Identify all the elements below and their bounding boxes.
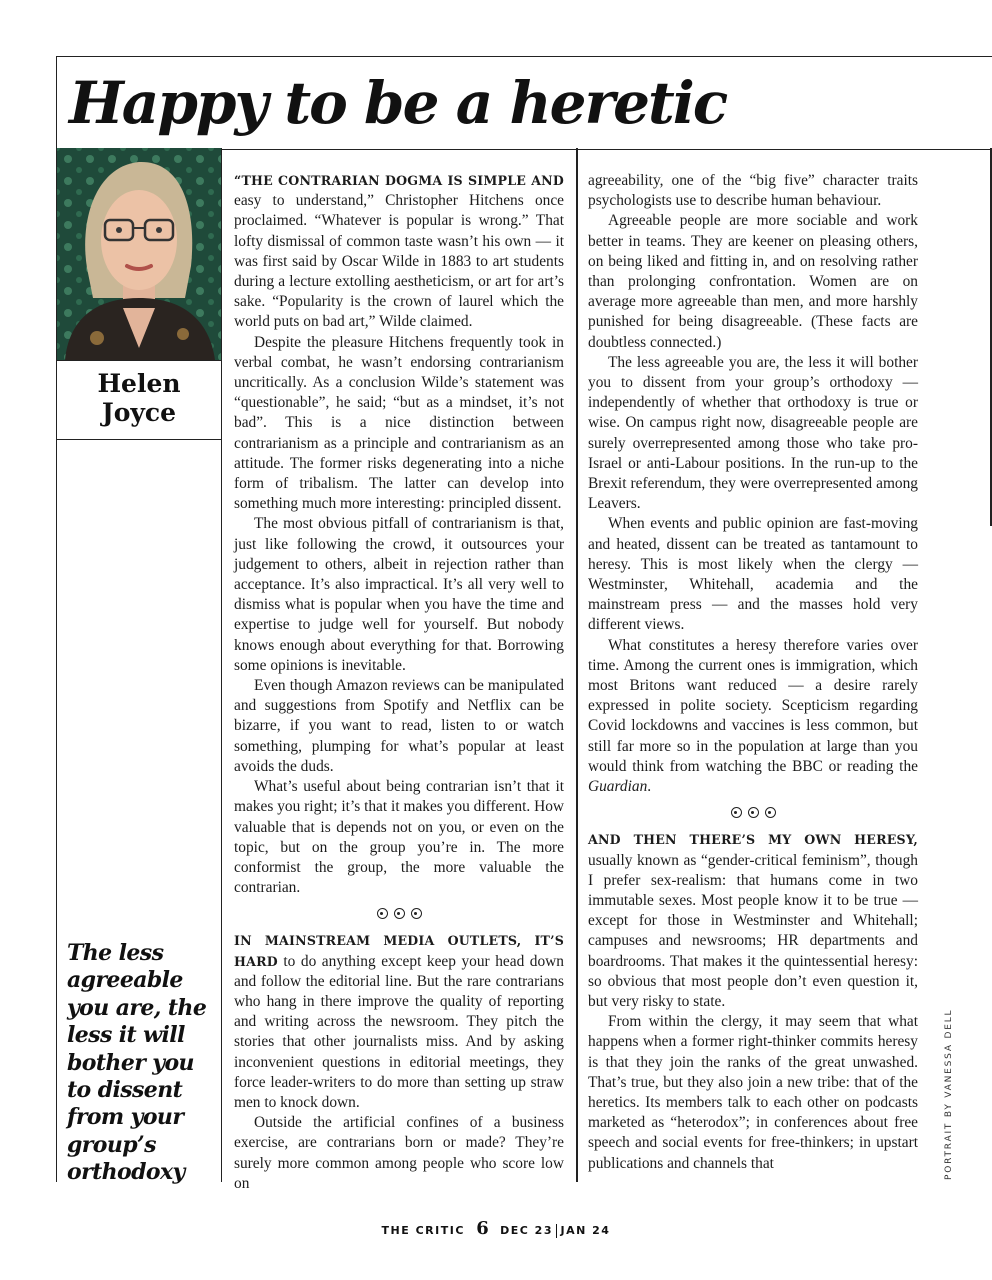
paragraph: Agreeable people are more sociable and work better in teams. They are keener on pleasing others, on being liked and fitting in, and on resolving rather than prolonging confrontation. Women are on average more agreeable than men, and more harshly punished for being disagreeable. (These facts are doubtless connected.) [588,212,918,351]
paragraph-text: What constitutes a heresy therefore varies over time. Among the current ones is immigration, which most Britons want reduced — a desire rarely expressed in polite society. Scepticism regarding Covid lockdowns and vaccines is less common, but still far more so in the population at large than you would think from watching the BBC or reading the [588,636,918,775]
photo-credit: PORTRAIT BY VANESSA DELL [944,1008,954,1180]
magazine-name: THE CRITIC [381,1224,465,1237]
text-column-1 [234,171,564,1194]
paragraph: Despite the pleasure Hitchens frequently took in verbal combat, he wasn’t endorsing contrarianism uncritically. As a conclusion Wilde’s statement was “questionable”, he said; “but as a mindset, it’s not bad”. This is a nice distinction between contrarianism as a principle and contrarianism as an attitude. The former risks degenerating into a niche form of tribalism. The latter can develop into something much more interesting: principled dissent. [234,333,564,513]
ornament-dot [765,807,776,818]
page-number: 6 [476,1218,489,1239]
text-column-2 [588,171,918,1174]
lead-in: AND THEN THERE’S MY OWN HERESY, [588,832,918,848]
paragraph: From within the clergy, it may seem that what happens when a former right-thinker commits heresy is that they join the ranks of the great unwashed. That’s true, but they also join a new tribe: that of the heretics. Its members talk to each other on podcasts marketed as “heterodox”; in conferences about free speech and social events for free-thinkers; in upstart publications and channels that [588,1013,918,1172]
headline-box [56,56,992,150]
paragraph: The most obvious pitfall of contrarianism is that, just like following the crowd, it outsources your judgement to others, albeit in rejection rather than acceptance. It’s also impractical. It’s all very well to dismiss what is popular when you have the time and expertise to judge well for yourself. But nobody knows enough about everything for that. Borrowing some opinions is inevitable. [234,515,564,674]
paragraph [234,931,564,1113]
section-break [588,807,918,818]
author-last-name: Joyce [101,398,177,427]
paragraph: When events and public opinion are fast-moving and heated, dissent can be treated as tantamount to heresy. This is most likely when the clergy — Westminster, Whitehall, academia and the mainstream press — and the masses hold very different views. [588,515,918,634]
issue-separator [556,1224,558,1238]
paragraph [588,636,918,798]
paragraph-text: usually known as “gender-critical feminism”, though I prefer sex-realism: that humans come in two immutable sexes. Most people know it to be true — except for those in Westminster and Whitehall; campuses and newsrooms; HR departments and boardrooms. That makes it the quintessential heresy: so obvious that most people don’t even question it, but very risky to state. [588,851,918,1010]
paragraph: Outside the artificial confines of a business exercise, are contrarians born or made? They’re surely more common among people who score low on [234,1114,564,1192]
lead-in: “THE CONTRARIAN DOGMA IS SIMPLE AND [234,173,564,188]
page-footer [0,1218,992,1239]
lead-in: IN MAINSTREAM MEDIA OUTLETS, IT’S HARD [234,933,564,969]
italic-title: Guardian [588,778,648,796]
paragraph: agreeability, one of the “big five” character traits psychologists use to describe human behaviour. [588,172,918,210]
ornament-dot [748,807,759,818]
ornament-dot [731,807,742,818]
author-portrait [57,148,221,360]
author-first-name: Helen [97,369,181,398]
paragraph: Even though Amazon reviews can be manipulated and suggestions from Spotify and Netflix can be bizarre, if you want to read, listen to or watch something, plumping for what’s popular at least avoids the duds. [234,677,564,775]
paragraph: What’s useful about being contrarian isn’t that it makes you right; it’s that it makes you different. How valuable that is depends not on you, or even on the topic, but on the group you’re in. The more conformist the group, the more valuable the contrarian. [234,778,564,897]
paragraph-text: . [647,778,652,796]
paragraph-text: to do anything except keep your head down and follow the editorial line. But the rare contrarians who hang in there improve the quality of reporting and writing across the newsroom. They pitch the stories that other journalists miss. And by asking inconvenient questions in editorial meetings, they force leader-writers to do more than setting up straw men to knock down. [234,952,564,1111]
author-name [57,369,221,427]
column-divider [576,148,578,1182]
paragraph [588,830,918,1012]
paragraph: The less agreeable you are, the less it will bother you to dissent from your group’s orthodoxy — independently of whether that orthodoxy is true or wise. On campus right now, disagreeable people are surely overrepresented among those who take pro-Israel or anti-Labour positions. In the run-up to the Brexit referendum, they were overrepresented among Leavers. [588,353,918,513]
section-break [234,908,564,919]
ornament-dot [411,908,422,919]
issue-date-b: JAN 24 [560,1224,611,1237]
issue-date-a: DEC 23 [500,1224,553,1237]
article-title: Happy to be a heretic [69,69,727,137]
paragraph [234,171,564,333]
pull-quote: The less agreeable you are, the less it will bother you to dissent from your group’s orthodoxy [67,940,207,1186]
author-byline [57,360,221,440]
sidebar [56,148,222,1186]
ornament-dot [377,908,388,919]
paragraph-text: easy to understand,” Christopher Hitchens once proclaimed. “Whatever is popular is wrong.” That lofty dismissal of common taste wasn’t his own — it was first said by Oscar Wilde in 1883 to art students during a lecture extolling aestheticism, or art for art’s sake. “Popularity is the crown of laurel which the world puts on bad art,” Wilde claimed. [234,192,564,331]
page-edge-rule [990,148,992,526]
ornament-dot [394,908,405,919]
